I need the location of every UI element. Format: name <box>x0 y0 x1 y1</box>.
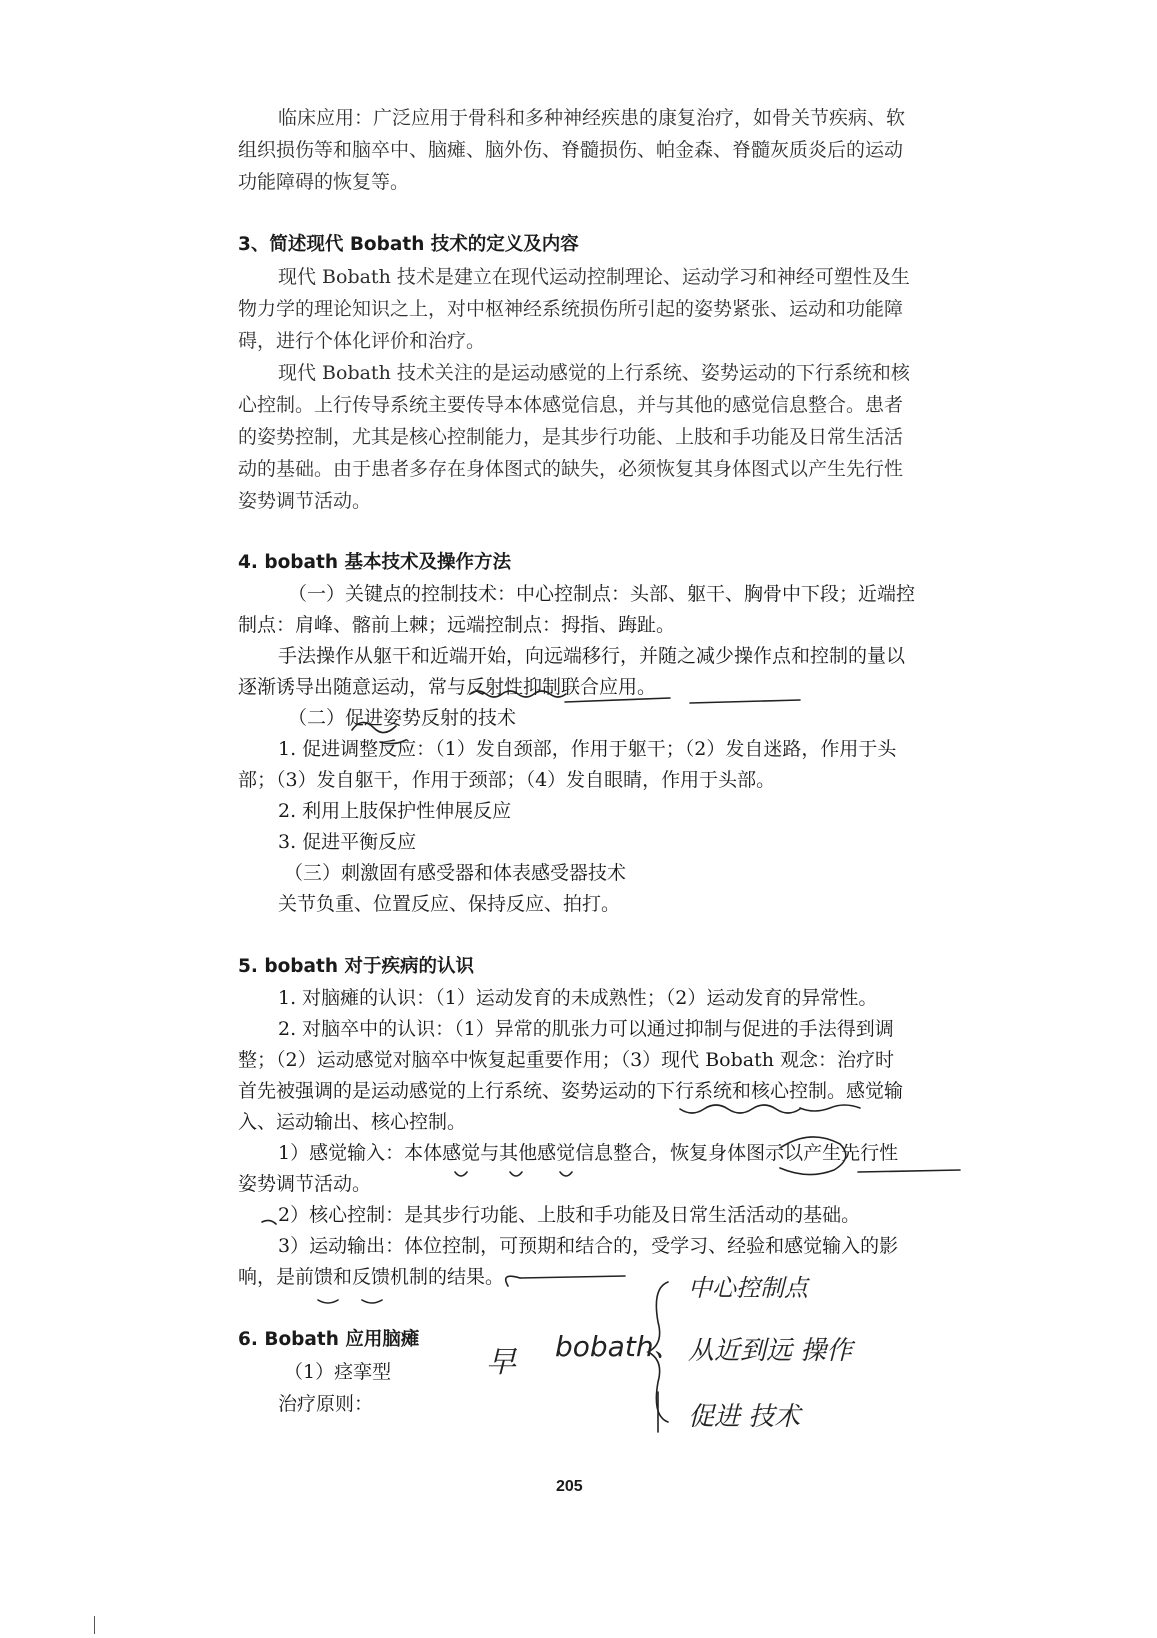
section-heading: 6. Bobath 应用脑瘫 <box>238 1329 420 1350</box>
text-line: 物力学的理论知识之上，对中枢神经系统损伤所引起的姿势紧张、运动和功能障 <box>238 298 904 320</box>
text-line: 现代 Bobath 技术是建立在现代运动控制理论、运动学习和神经可塑性及生 <box>278 266 910 288</box>
text-line: 2）核心控制：是其步行功能、上肢和手功能及日常生活活动的基础。 <box>278 1204 861 1226</box>
text-line: 1. 对脑瘫的认识：（1）运动发育的未成熟性；（2）运动发育的异常性。 <box>278 987 878 1009</box>
handwritten-note: 中心控制点 <box>688 1274 808 1302</box>
text-line: 3. 促进平衡反应 <box>278 831 417 853</box>
text-line: 动的基础。由于患者多存在身体图式的缺失，必须恢复其身体图式以产生先行性 <box>238 458 904 480</box>
section-heading: 5. bobath 对于疾病的认识 <box>238 956 474 977</box>
text-line: 1. 促进调整反应：（1）发自颈部，作用于躯干；（2）发自迷路，作用于头 <box>278 738 897 760</box>
text-line: 1）感觉输入：本体感觉与其他感觉信息整合，恢复身体图示以产生先行性 <box>278 1142 899 1164</box>
text-line: 逐渐诱导出随意运动，常与反射性抑制联合应用。 <box>238 676 657 698</box>
section-heading: 3、简述现代 Bobath 技术的定义及内容 <box>238 234 579 255</box>
text-line: 姿势调节活动。 <box>238 490 372 512</box>
text-line: 治疗原则： <box>278 1393 374 1415</box>
text-line: 手法操作从躯干和近端开始，向远端移行，并随之减少操作点和控制的量以 <box>278 645 906 667</box>
text-line: 的姿势控制，尤其是核心控制能力，是其步行功能、上肢和手功能及日常生活活 <box>238 426 904 448</box>
scan-edge-mark <box>94 1616 95 1634</box>
text-line: （三）刺激固有感受器和体表感受器技术 <box>284 862 627 884</box>
handwritten-note: 从近到远 操作 <box>688 1336 853 1366</box>
text-line: 整；（2）运动感觉对脑卒中恢复起重要作用；（3）现代 Bobath 观念：治疗时 <box>238 1049 895 1071</box>
handwritten-mark: 早 <box>486 1345 516 1380</box>
text-line: （1）痉挛型 <box>284 1361 392 1383</box>
text-line: 关节负重、位置反应、保持反应、拍打。 <box>278 893 621 915</box>
text-line: 临床应用：广泛应用于骨科和多种神经疾患的康复治疗，如骨关节疾病、软 <box>278 107 906 129</box>
handwritten-word: bobath、 <box>555 1330 682 1363</box>
page-number: 205 <box>556 1478 583 1495</box>
text-line: 响，是前馈和反馈机制的结果。 <box>238 1266 505 1288</box>
handwritten-note: 促进 技术 <box>688 1402 801 1432</box>
text-line: （二）促进姿势反射的技术 <box>288 707 517 729</box>
section-heading: 4. bobath 基本技术及操作方法 <box>238 552 511 573</box>
text-line: 入、运动输出、核心控制。 <box>238 1111 467 1133</box>
text-line: 部；（3）发自躯干，作用于颈部；（4）发自眼睛，作用于头部。 <box>238 769 776 791</box>
text-line: 碍，进行个体化评价和治疗。 <box>238 330 486 352</box>
text-line: 姿势调节活动。 <box>238 1173 372 1195</box>
text-line: 3）运动输出：体位控制，可预期和结合的，受学习、经验和感觉输入的影 <box>278 1235 899 1257</box>
text-line: 制点：肩峰、髂前上棘；远端控制点：拇指、踇趾。 <box>238 614 676 636</box>
text-line: 2. 利用上肢保护性伸展反应 <box>278 800 512 822</box>
text-line: 心控制。上行传导系统主要传导本体感觉信息，并与其他的感觉信息整合。患者 <box>238 394 904 416</box>
text-line: 组织损伤等和脑卒中、脑瘫、脑外伤、脊髓损伤、帕金森、脊髓灰质炎后的运动 <box>238 139 904 161</box>
text-line: 首先被强调的是运动感觉的上行系统、姿势运动的下行系统和核心控制。感觉输 <box>238 1080 904 1102</box>
text-line: 功能障碍的恢复等。 <box>238 171 410 193</box>
text-line: （一）关键点的控制技术：中心控制点：头部、躯干、胸骨中下段；近端控 <box>288 583 916 605</box>
text-line: 现代 Bobath 技术关注的是运动感觉的上行系统、姿势运动的下行系统和核 <box>278 362 910 384</box>
text-line: 2. 对脑卒中的认识：（1）异常的肌张力可以通过抑制与促进的手法得到调 <box>278 1018 894 1040</box>
